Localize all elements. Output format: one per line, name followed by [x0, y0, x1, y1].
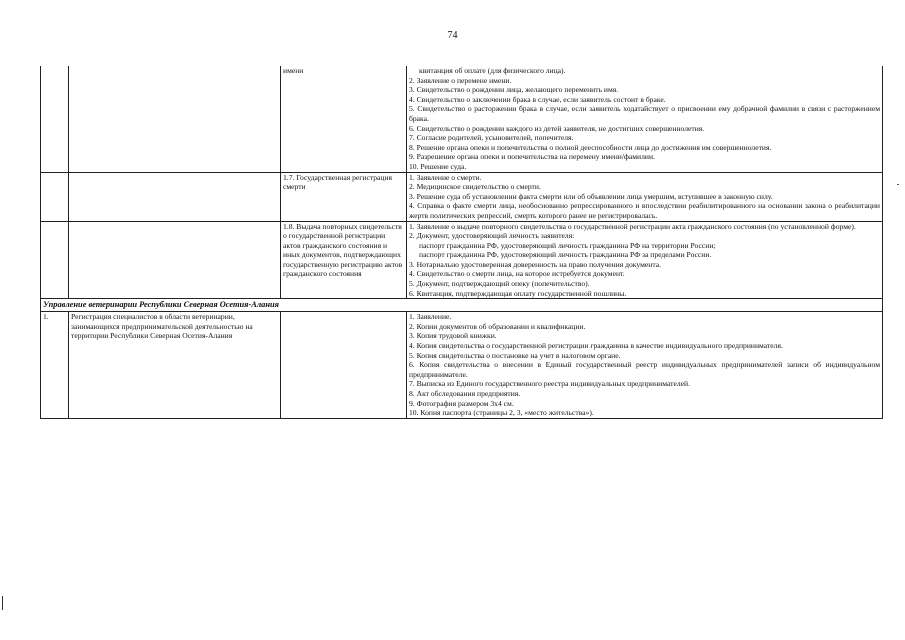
subservice-name: 1.8. Выдача повторных свидетельств о государственной регистрации актов гражданского состояния и иных документов, подтверждающих государственную регистрацию актов гражданского состояния	[281, 221, 407, 299]
row-number	[41, 172, 69, 221]
page-number: 74	[447, 30, 458, 41]
section-header-row	[41, 299, 883, 312]
document-item: 7. Выписка из Единого государственного реестра индивидуальных предпринимателей.	[409, 379, 690, 389]
service-name	[69, 172, 281, 221]
document-item: 10. Решение суда.	[409, 161, 467, 171]
document-item: 4. Свидетельство о смерти лица, на которое истребуется документ.	[409, 269, 625, 279]
document-item: 8. Акт обследования предприятия.	[409, 389, 521, 398]
document-list	[407, 312, 883, 419]
document-item: 2. Копии документов об образовании и квалификации.	[409, 321, 586, 331]
row-number	[41, 66, 69, 172]
document-item: 2. Документ, удостоверяющий личность заявителя:	[409, 231, 575, 241]
document-item: 6. Свидетельство о рождении каждого из детей заявителя, не достигших совершеннолетия.	[409, 123, 705, 133]
table-row	[41, 221, 883, 299]
service-name: Регистрация специалистов в области ветеринарии, занимающихся предпринимательской деятельностью на территории Республики Северная Осетия-Алания	[69, 312, 281, 419]
subservice-name	[281, 312, 407, 419]
subservice-name: имени	[281, 66, 407, 172]
subservice-name: 1.7. Государственная регистрация смерти	[281, 172, 407, 221]
row-number	[41, 221, 69, 299]
document-list	[407, 66, 883, 172]
scan-artifact	[897, 184, 899, 185]
document-list	[407, 172, 883, 221]
row-number: 1.	[41, 312, 69, 419]
document-item: 3. Решение суда об установлении факта смерти или об объявлении лица умершим, вступившее в законную силу.	[409, 191, 773, 201]
document-item: 4. Справка о факте смерти лица, необоснованно репрессированного и впоследствии реабилитированного на основании закона о реабилитации жертв политических репрессий, смерть которого ранее не регистрировалась.	[409, 201, 880, 220]
document-item: 3. Свидетельство о рождении лица, желающего переменить имя.	[409, 85, 619, 95]
document-item: 1. Заявление о смерти.	[409, 172, 482, 182]
service-name	[69, 221, 281, 299]
document-item: 5. Свидетельство о расторжении брака в случае, если заявитель ходатайствует о присвоении ему добрачной фамилии в связи с расторжением брака.	[409, 104, 880, 123]
document-item: 2. Медицинское свидетельство о смерти.	[409, 182, 541, 192]
document-item: 6. Копия свидетельства о внесении в Единый государственный реестр индивидуальных предпринимателей записи об индивидуальном предпринимателе.	[409, 360, 880, 379]
service-name	[69, 66, 281, 172]
table-row	[41, 66, 883, 172]
document-item: 1. Заявление.	[409, 312, 452, 322]
document-item: 5. Документ, подтверждающий опеку (попечительство).	[409, 279, 590, 289]
section-header: Управление ветеринарии Республики Северная Осетия-Алания	[41, 299, 883, 312]
document-item: квитанция об оплате (для физического лица).	[419, 66, 566, 75]
document-item: 4. Копия свидетельства о государственной регистрации гражданина в качестве индивидуального предпринимателя.	[409, 341, 783, 351]
document-item: 1. Заявление о выдаче повторного свидетельства о государственной регистрации акта гражданского состояния (по установленной форме).	[409, 221, 856, 231]
document-item: 7. Согласие родителей, усыновителей, попечителя.	[409, 133, 574, 143]
document-item: 6. Квитанция, подтверждающая оплату государственной пошлины.	[409, 288, 627, 298]
document-item: паспорт гражданина РФ, удостоверяющий личность гражданина РФ на территории России;	[419, 240, 716, 250]
document-item: 9. Фотография размером 3x4 см.	[409, 398, 514, 408]
document-item: паспорт гражданина РФ, удостоверяющий личность гражданина РФ за пределами России.	[419, 250, 712, 260]
document-list	[407, 221, 883, 299]
document-item: 9. Разрешение органа опеки и попечительства на перемену имени/фамилии.	[409, 152, 655, 162]
scan-artifact	[2, 596, 3, 610]
document-item: 2. Заявление о перемене имени.	[409, 75, 512, 85]
table-row	[41, 312, 883, 419]
document-item: 8. Решение органа опеки и попечительства о полной дееспособности лица до достижения им совершеннолетия.	[409, 142, 772, 152]
services-table	[40, 66, 883, 419]
document-item: 10. Копия паспорта (страницы 2, 3, «место жительства»).	[409, 408, 594, 418]
table-row	[41, 172, 883, 221]
document-item: 4. Свидетельство о заключении брака в случае, если заявитель состоит в браке.	[409, 94, 666, 104]
document-item: 3. Нотариально удостоверенная доверенность на право получения документа.	[409, 259, 661, 269]
document-item: 3. Копия трудовой книжки.	[409, 331, 497, 341]
document-item: 5. Копия свидетельства о постановке на учет в налоговом органе.	[409, 350, 621, 360]
